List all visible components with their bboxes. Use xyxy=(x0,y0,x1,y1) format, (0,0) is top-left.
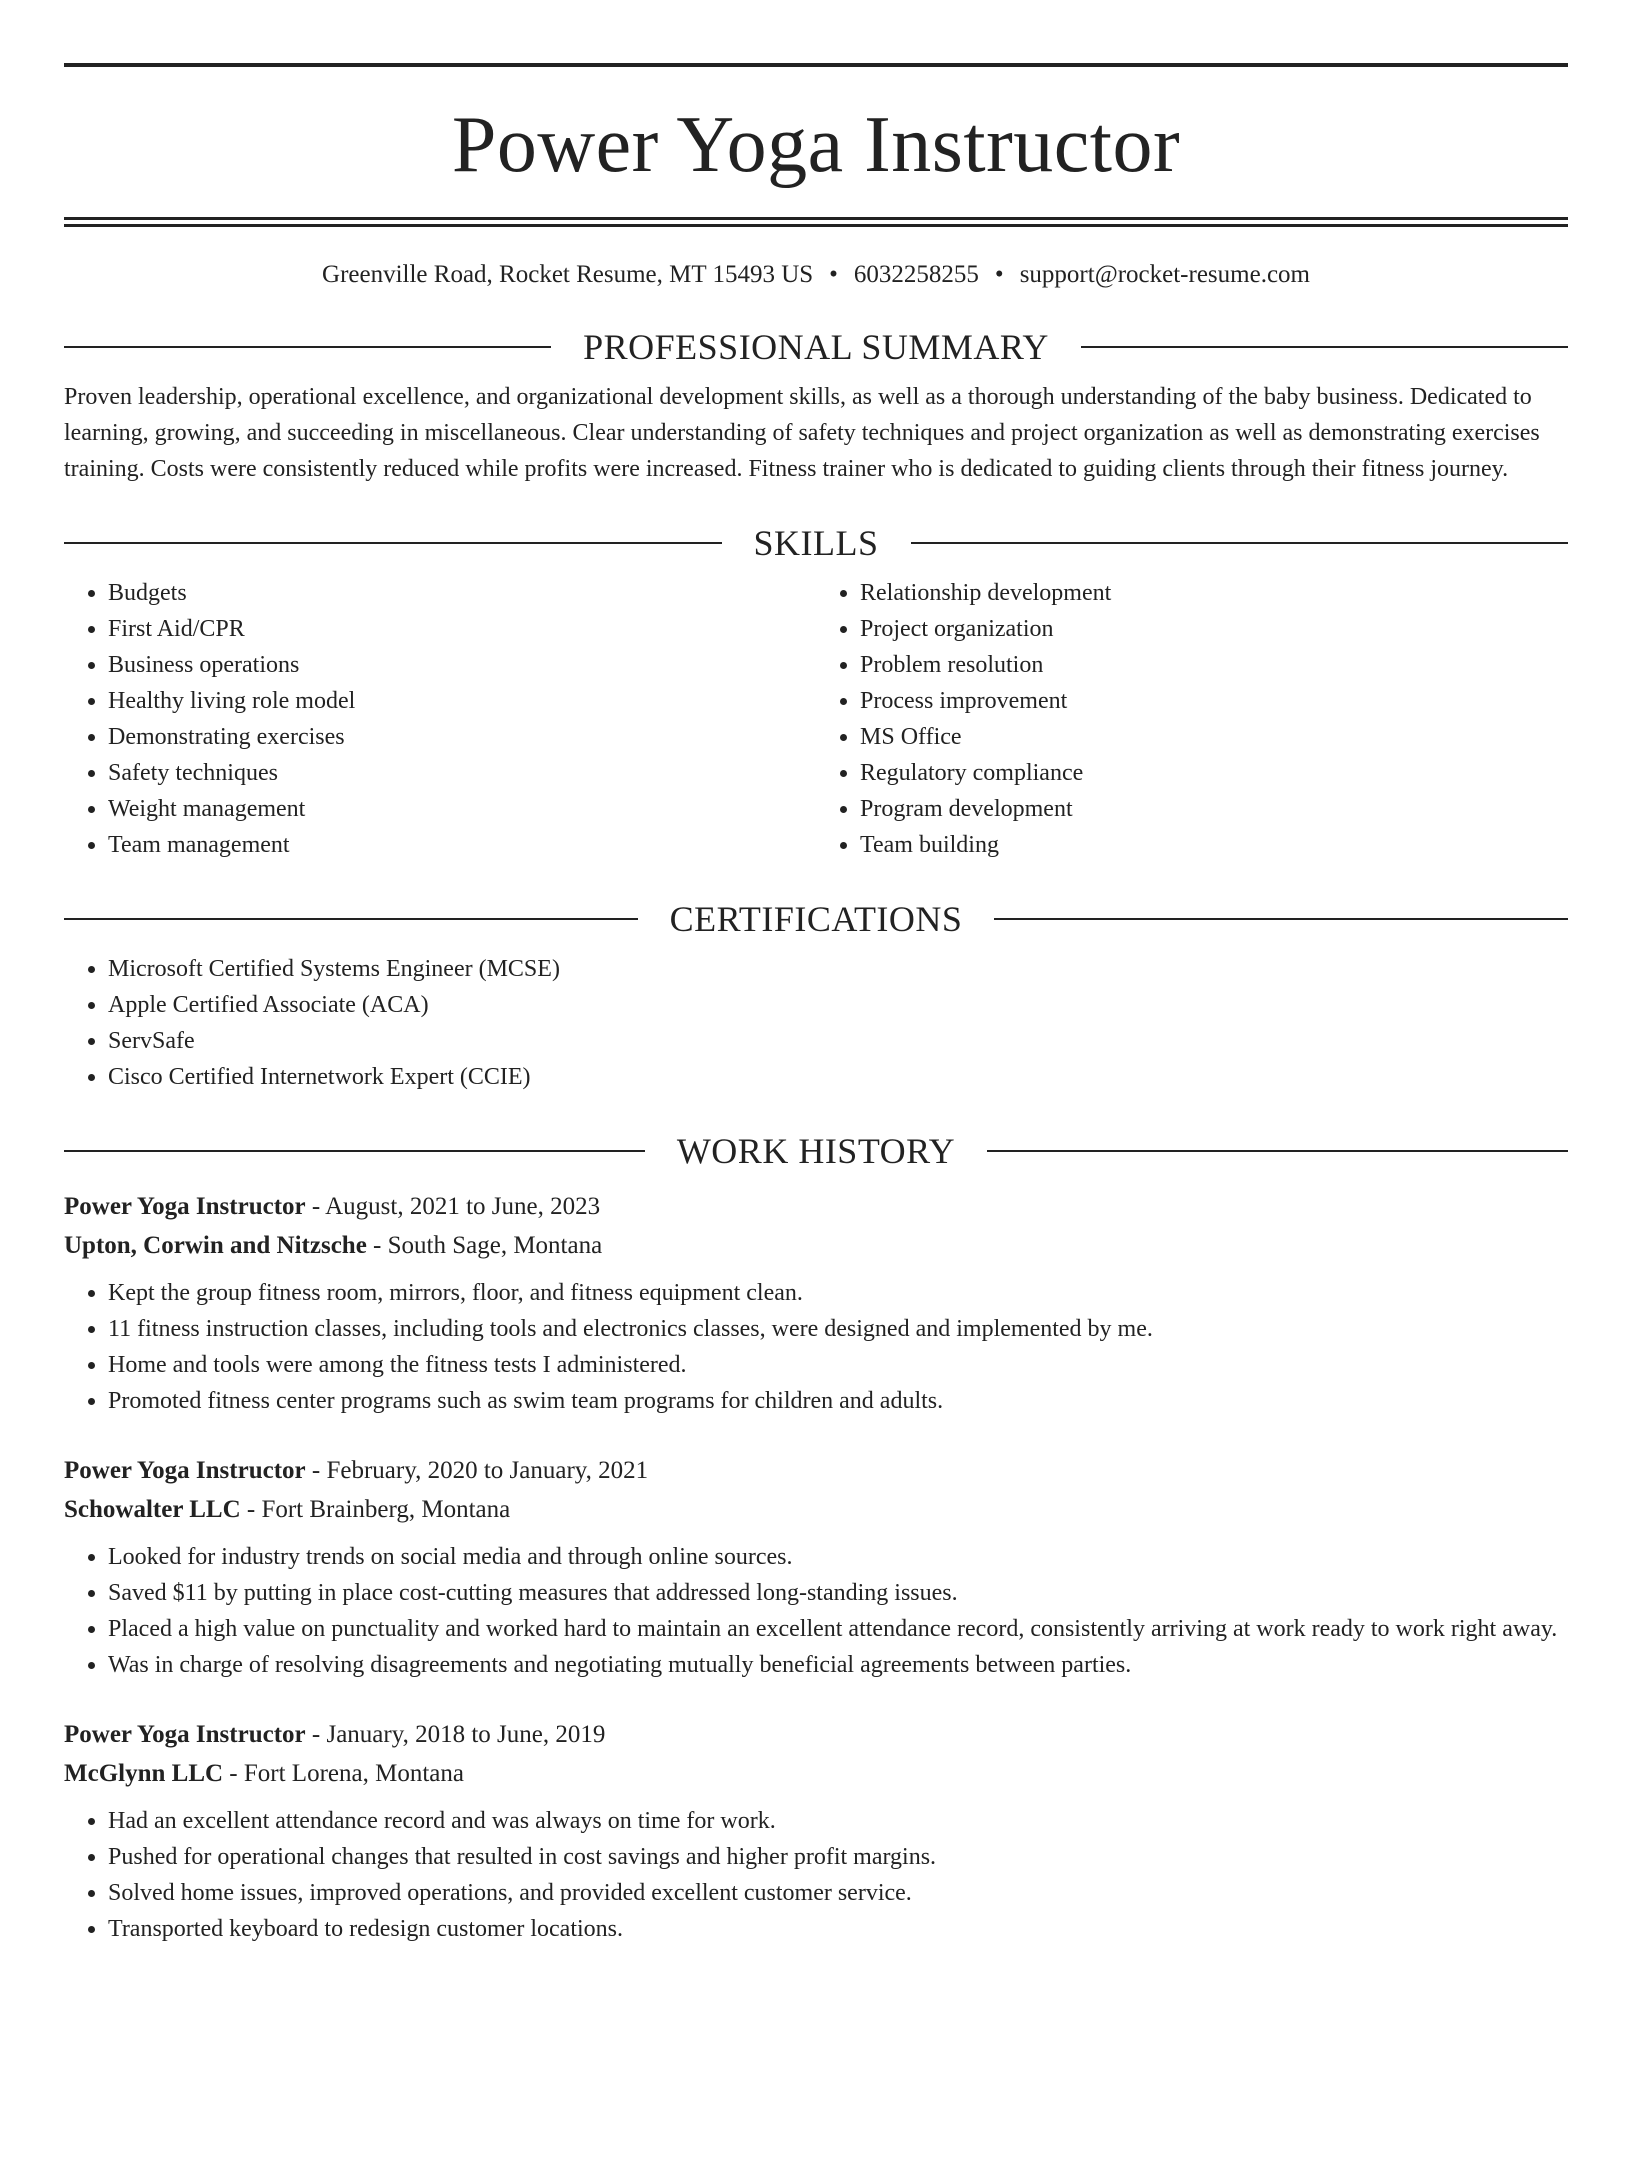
job-bullet: • 11 fitness instruction classes, including tools and electronics classes, were designed and implemented by me. xyxy=(108,1311,1568,1347)
work-section-header xyxy=(64,1129,1568,1173)
job-title: Power Yoga Instructor xyxy=(64,1721,306,1748)
skill-item: • Process improvement xyxy=(860,683,1568,719)
skill-item: • Demonstrating exercises xyxy=(108,719,816,755)
work-section-title: WORK HISTORY xyxy=(676,1131,956,1171)
job-dates: - February, 2020 to January, 2021 xyxy=(305,1457,649,1484)
job-title: Power Yoga Instructor xyxy=(64,1193,306,1220)
skill-item: • Program development xyxy=(860,791,1568,827)
job-bullets xyxy=(64,1275,1568,1419)
section-rule xyxy=(64,918,638,920)
job-location: - Fort Brainberg, Montana xyxy=(240,1496,511,1523)
certification-item: • ServSafe xyxy=(108,1023,1568,1059)
contact-address: Greenville Road, Rocket Resume, MT 15493 US xyxy=(322,261,814,288)
section-rule xyxy=(994,918,1568,920)
section-rule xyxy=(64,1150,645,1152)
job-bullet: • Pushed for operational changes that resulted in cost savings and higher profit margins. xyxy=(108,1839,1568,1875)
skill-item: • Regulatory compliance xyxy=(860,755,1568,791)
job-title: Power Yoga Instructor xyxy=(64,1457,306,1484)
contact-phone[interactable]: 6032258255 xyxy=(853,261,979,288)
skill-item: • Team management xyxy=(108,827,816,863)
job-title-row xyxy=(64,1187,1568,1226)
job-company-row xyxy=(64,1490,1568,1529)
resume-page xyxy=(0,63,1632,2175)
job-bullet: • Solved home issues, improved operations, and provided excellent customer service. xyxy=(108,1875,1568,1911)
summary-section-title: PROFESSIONAL SUMMARY xyxy=(583,327,1049,367)
job-entry xyxy=(64,1451,1568,1683)
certification-item: • Cisco Certified Internetwork Expert (CCIE) xyxy=(108,1059,1568,1095)
skill-item: • Problem resolution xyxy=(860,647,1568,683)
job-bullet: • Saved $11 by putting in place cost-cutting measures that addressed long-standing issues. xyxy=(108,1575,1568,1611)
job-bullets xyxy=(64,1803,1568,1947)
job-title-row xyxy=(64,1715,1568,1754)
job-company-row xyxy=(64,1226,1568,1265)
job-bullet: • Placed a high value on punctuality and worked hard to maintain an excellent attendance record, consistently arriving at work ready to work right away. xyxy=(108,1611,1568,1647)
top-rule xyxy=(64,63,1568,67)
section-rule xyxy=(64,346,551,348)
contact-line xyxy=(64,259,1568,291)
skill-item: • Project organization xyxy=(860,611,1568,647)
job-company: Schowalter LLC xyxy=(64,1496,241,1523)
contact-email[interactable]: support@rocket-resume.com xyxy=(1019,261,1310,288)
job-bullet: • Looked for industry trends on social media and through online sources. xyxy=(108,1539,1568,1575)
skills-column-left xyxy=(64,575,816,863)
job-location: - South Sage, Montana xyxy=(366,1232,603,1259)
skill-item: • Business operations xyxy=(108,647,816,683)
certifications-section-header xyxy=(64,897,1568,941)
candidate-name: Power Yoga Instructor xyxy=(451,101,1181,189)
job-entry xyxy=(64,1715,1568,1947)
section-rule xyxy=(911,542,1569,544)
summary-text: Proven leadership, operational excellence, and organizational development skills, as well as a thorough understanding of the baby business. Dedicated to learning, growing, and succeeding in miscellaneous. Clear understanding of safety techniques and project organization as well as demonstrating exercises training. Costs were consistently reduced while profits were increased. Fitness trainer who is dedicated to guiding clients through their fitness journey. xyxy=(64,384,1540,482)
job-company-row xyxy=(64,1754,1568,1793)
job-location: - Fort Lorena, Montana xyxy=(223,1760,464,1787)
skill-item: • First Aid/CPR xyxy=(108,611,816,647)
double-rule xyxy=(64,217,1568,227)
job-bullet: • Home and tools were among the fitness tests I administered. xyxy=(108,1347,1568,1383)
job-bullet: • Transported keyboard to redesign customer locations. xyxy=(108,1911,1568,1947)
skills-section-header xyxy=(64,521,1568,565)
job-title-row xyxy=(64,1451,1568,1490)
job-dates: - August, 2021 to June, 2023 xyxy=(305,1193,601,1220)
job-bullet: • Had an excellent attendance record and was always on time for work. xyxy=(108,1803,1568,1839)
job-bullet: • Kept the group fitness room, mirrors, floor, and fitness equipment clean. xyxy=(108,1275,1568,1311)
certification-item: • Apple Certified Associate (ACA) xyxy=(108,987,1568,1023)
certifications-list xyxy=(64,951,1568,1095)
summary-section-header xyxy=(64,325,1568,369)
skill-item: • Relationship development xyxy=(860,575,1568,611)
job-bullet: • Promoted fitness center programs such as swim team programs for children and adults. xyxy=(108,1383,1568,1419)
skill-item: • Team building xyxy=(860,827,1568,863)
certifications-section-title: CERTIFICATIONS xyxy=(669,899,963,939)
skill-item: • Weight management xyxy=(108,791,816,827)
section-rule xyxy=(64,542,722,544)
job-entry xyxy=(64,1187,1568,1419)
skills-list xyxy=(64,575,1568,863)
contact-separator: • xyxy=(829,261,838,288)
job-bullets xyxy=(64,1539,1568,1683)
contact-separator: • xyxy=(994,261,1004,288)
certification-item: • Microsoft Certified Systems Engineer (MCSE) xyxy=(108,951,1568,987)
section-rule xyxy=(987,1150,1568,1152)
job-dates: - January, 2018 to June, 2019 xyxy=(305,1721,606,1748)
skill-item: • Safety techniques xyxy=(108,755,816,791)
skill-item: • MS Office xyxy=(860,719,1568,755)
job-company: Upton, Corwin and Nitzsche xyxy=(64,1232,367,1259)
skill-item: • Budgets xyxy=(108,575,816,611)
job-bullet: • Was in charge of resolving disagreements and negotiating mutually beneficial agreements between parties. xyxy=(108,1647,1568,1683)
skill-item: • Healthy living role model xyxy=(108,683,816,719)
section-rule xyxy=(1081,346,1568,348)
job-company: McGlynn LLC xyxy=(64,1760,224,1787)
skills-column-right xyxy=(816,575,1568,863)
skills-section-title: SKILLS xyxy=(753,523,879,563)
